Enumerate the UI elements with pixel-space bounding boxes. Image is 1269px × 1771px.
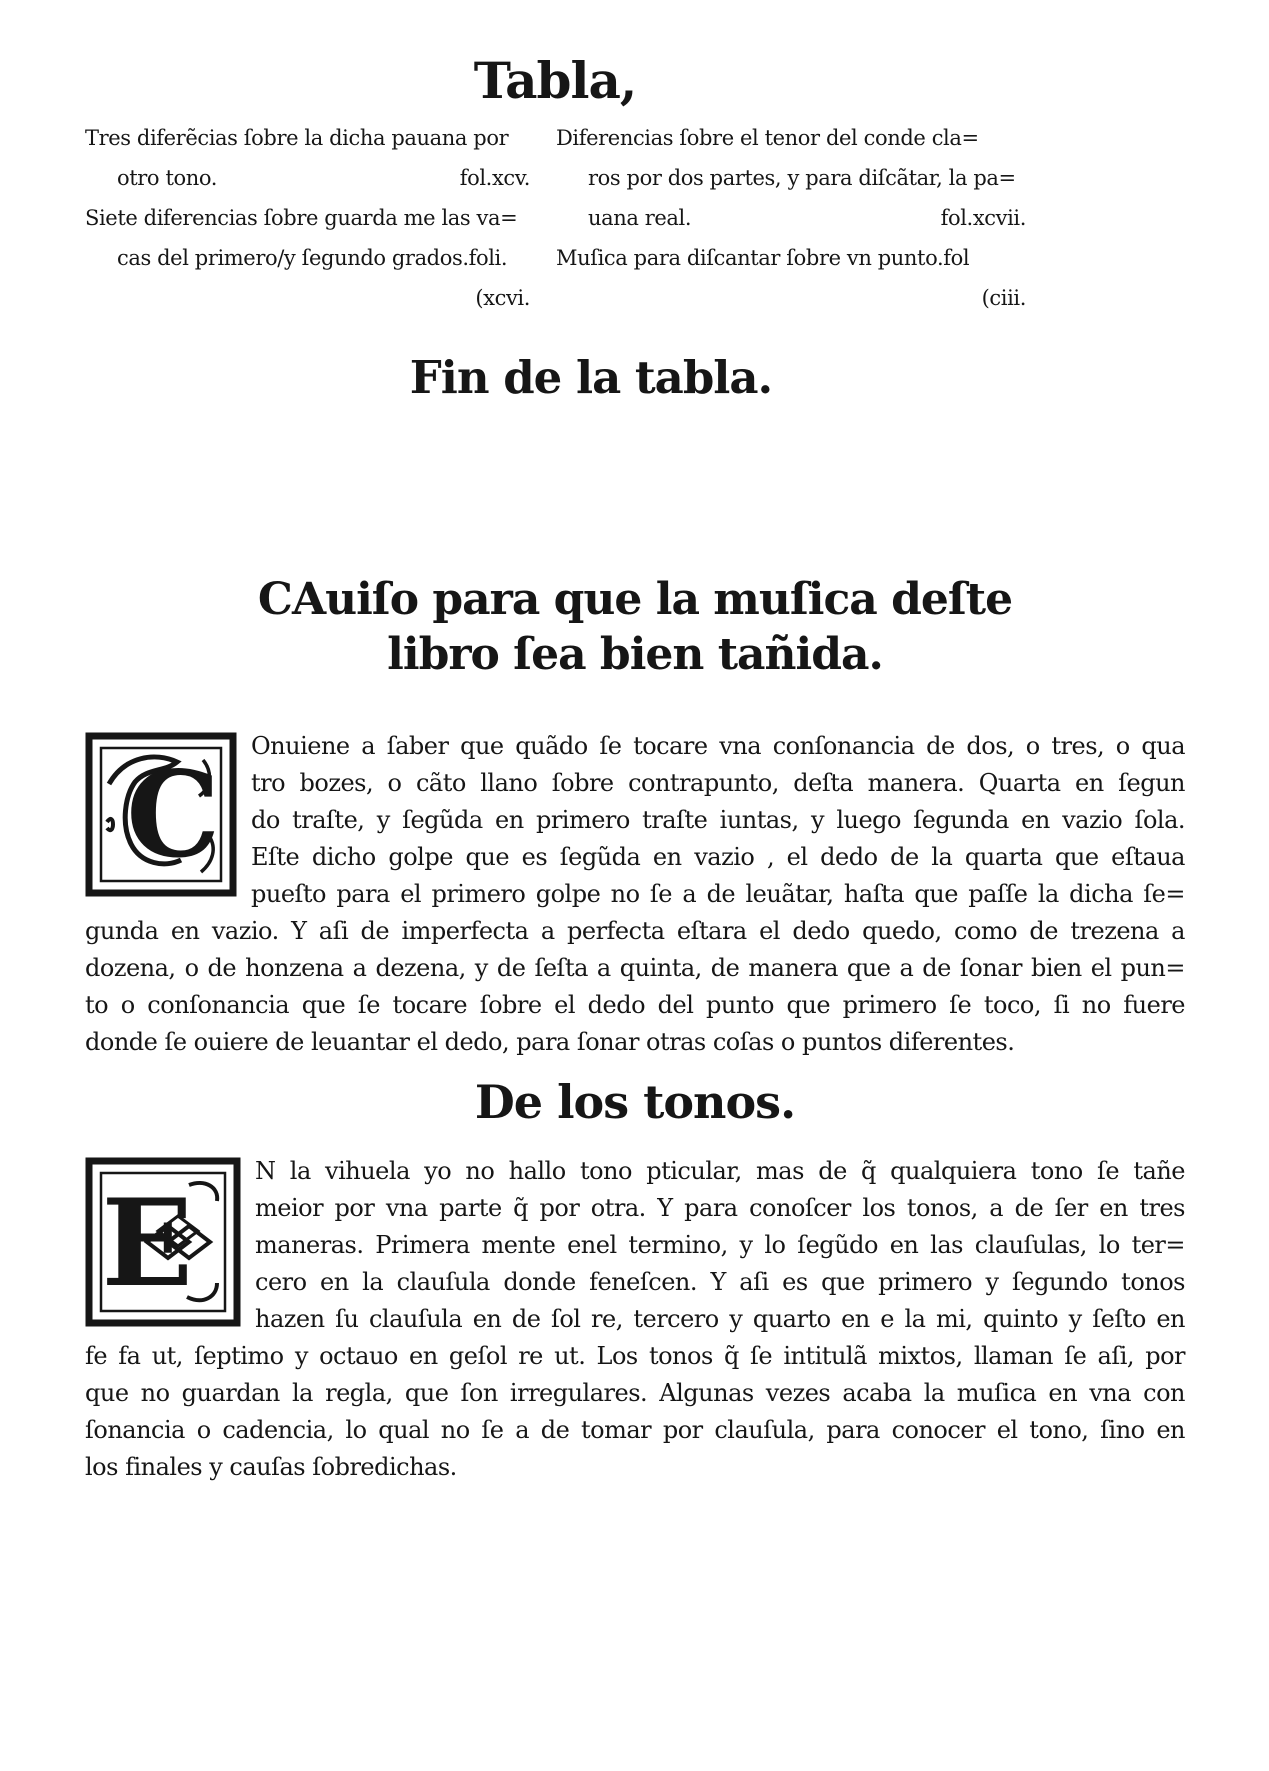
de-los-tonos-heading: De los tonos. <box>474 1075 796 1129</box>
svg-text:C: C <box>126 745 220 884</box>
tabla-entry-line: Diferencias ſobre el tenor del conde cla= <box>556 126 979 150</box>
tabla-entry-line: cas del primero/y ſegundo grados.foli. <box>117 246 508 270</box>
tabla-entry-line-with-folio <box>556 198 1026 238</box>
paragraph-line: meior por vna parte q̃ por otra. Y para conoſcer los tonos, a de ſer en tres <box>255 1194 1185 1222</box>
paragraph-line: dozena, o de honzena a dezena, y de ſeſta a quinta, de manera que a de ſonar bien el pun= <box>85 954 1185 982</box>
tonos-paragraph <box>85 1153 1185 1486</box>
folio-reference: fol.xcvii. <box>940 206 1026 230</box>
paragraph-line: pueſto para el primero golpe no ſe a de leuãtar, haſta que paſſe la dicha ſe= <box>251 880 1185 908</box>
page-title: Tabla, <box>473 51 637 110</box>
paragraph-line: cero en la clauſula donde feneſcen. Y aſi es que primero y ſegundo tonos <box>255 1268 1185 1296</box>
woodcut-initial-c <box>85 732 237 897</box>
paragraph-line: fe fa ut, ſeptimo y octauo en geſol re ut. Los tonos q̃ ſe intitulã mixtos, llaman ſe aſi, por <box>85 1342 1185 1370</box>
capitulum-mark: C <box>257 574 292 625</box>
woodcut-initial-e <box>85 1157 241 1327</box>
tabla-entry-line-with-folio <box>85 158 530 198</box>
svg-text:E: E <box>101 1173 193 1314</box>
tabla-entry-line: Tres diferẽcias ſobre la dicha pauana por <box>85 126 509 150</box>
tabla-column-right <box>556 118 1026 318</box>
tabla-entry-line: Siete diferencias ſobre guarda me las va= <box>85 206 518 230</box>
paragraph-line: do traſte, y ſegũda en primero traſte iuntas, y luego ſegunda en vazio ſola. <box>251 806 1185 834</box>
tabla-entry-line: ros por dos partes, y para diſcãtar, la pa= <box>588 166 1016 190</box>
tabla-entry-line: Muſica para diſcantar ſobre vn punto.fol <box>556 246 970 270</box>
fin-de-la-tabla-heading: Fin de la tabla. <box>409 351 773 404</box>
paragraph-line: donde ſe ouiere de leuantar el dedo, para ſonar otras coſas o puntos diferentes. <box>85 1028 1015 1056</box>
tabla-section <box>85 118 1185 318</box>
paragraph-line: ſonancia o cadencia, lo qual no ſe a de tomar por clauſula, para conocer el tono, ſino en <box>85 1416 1185 1444</box>
folio-reference: fol.xcv. <box>459 166 530 190</box>
paragraph-line: to o conſonancia que ſe tocare ſobre el dedo del punto que primero ſe toco, ſi no fuere <box>85 991 1185 1019</box>
paragraph-line: hazen ſu clauſula en de ſol re, tercero y quarto en e la mi, quinto y ſeſto en <box>255 1305 1185 1333</box>
aviso-heading-line2: libro ſea bien tañida. <box>387 629 883 680</box>
folio-reference: (xcvi. <box>475 286 530 310</box>
aviso-heading <box>85 572 1185 682</box>
paragraph-line: maneras. Primera mente enel termino, y lo ſegũdo en las clauſulas, lo ter= <box>255 1231 1185 1259</box>
paragraph-line: gunda en vazio. Y aſi de imperfecta a perfecta eſtara el dedo quedo, como de trezena a <box>85 917 1185 945</box>
paragraph-line: los finales y cauſas ſobredichas. <box>85 1453 457 1481</box>
tabla-entry-line: otro tono. <box>117 166 217 190</box>
aviso-heading-line1: Auiſo para que la muſica deſte <box>291 574 1013 625</box>
paragraph-line: que no guardan la regla, que ſon irregulares. Algunas vezes acaba la muſica en vna con <box>85 1379 1185 1407</box>
paragraph-line: Onuiene a ſaber que quãdo ſe tocare vna conſonancia de dos, o tres, o qua <box>251 732 1185 760</box>
aviso-paragraph <box>85 728 1185 1061</box>
tabla-entry-line: uana real. <box>588 206 692 230</box>
tabla-column-left <box>85 118 530 318</box>
paragraph-line: N la vihuela yo no hallo tono pticular, mas de q̃ qualquiera tono ſe tañe <box>255 1157 1185 1185</box>
folio-reference: (ciii. <box>981 286 1026 310</box>
paragraph-line: Eſte dicho golpe que es ſegũda en vazio , el dedo de la quarta que eſtaua <box>251 843 1185 871</box>
paragraph-line: tro bozes, o cãto llano ſobre contrapunto, deſta manera. Quarta en ſegun <box>251 769 1185 797</box>
